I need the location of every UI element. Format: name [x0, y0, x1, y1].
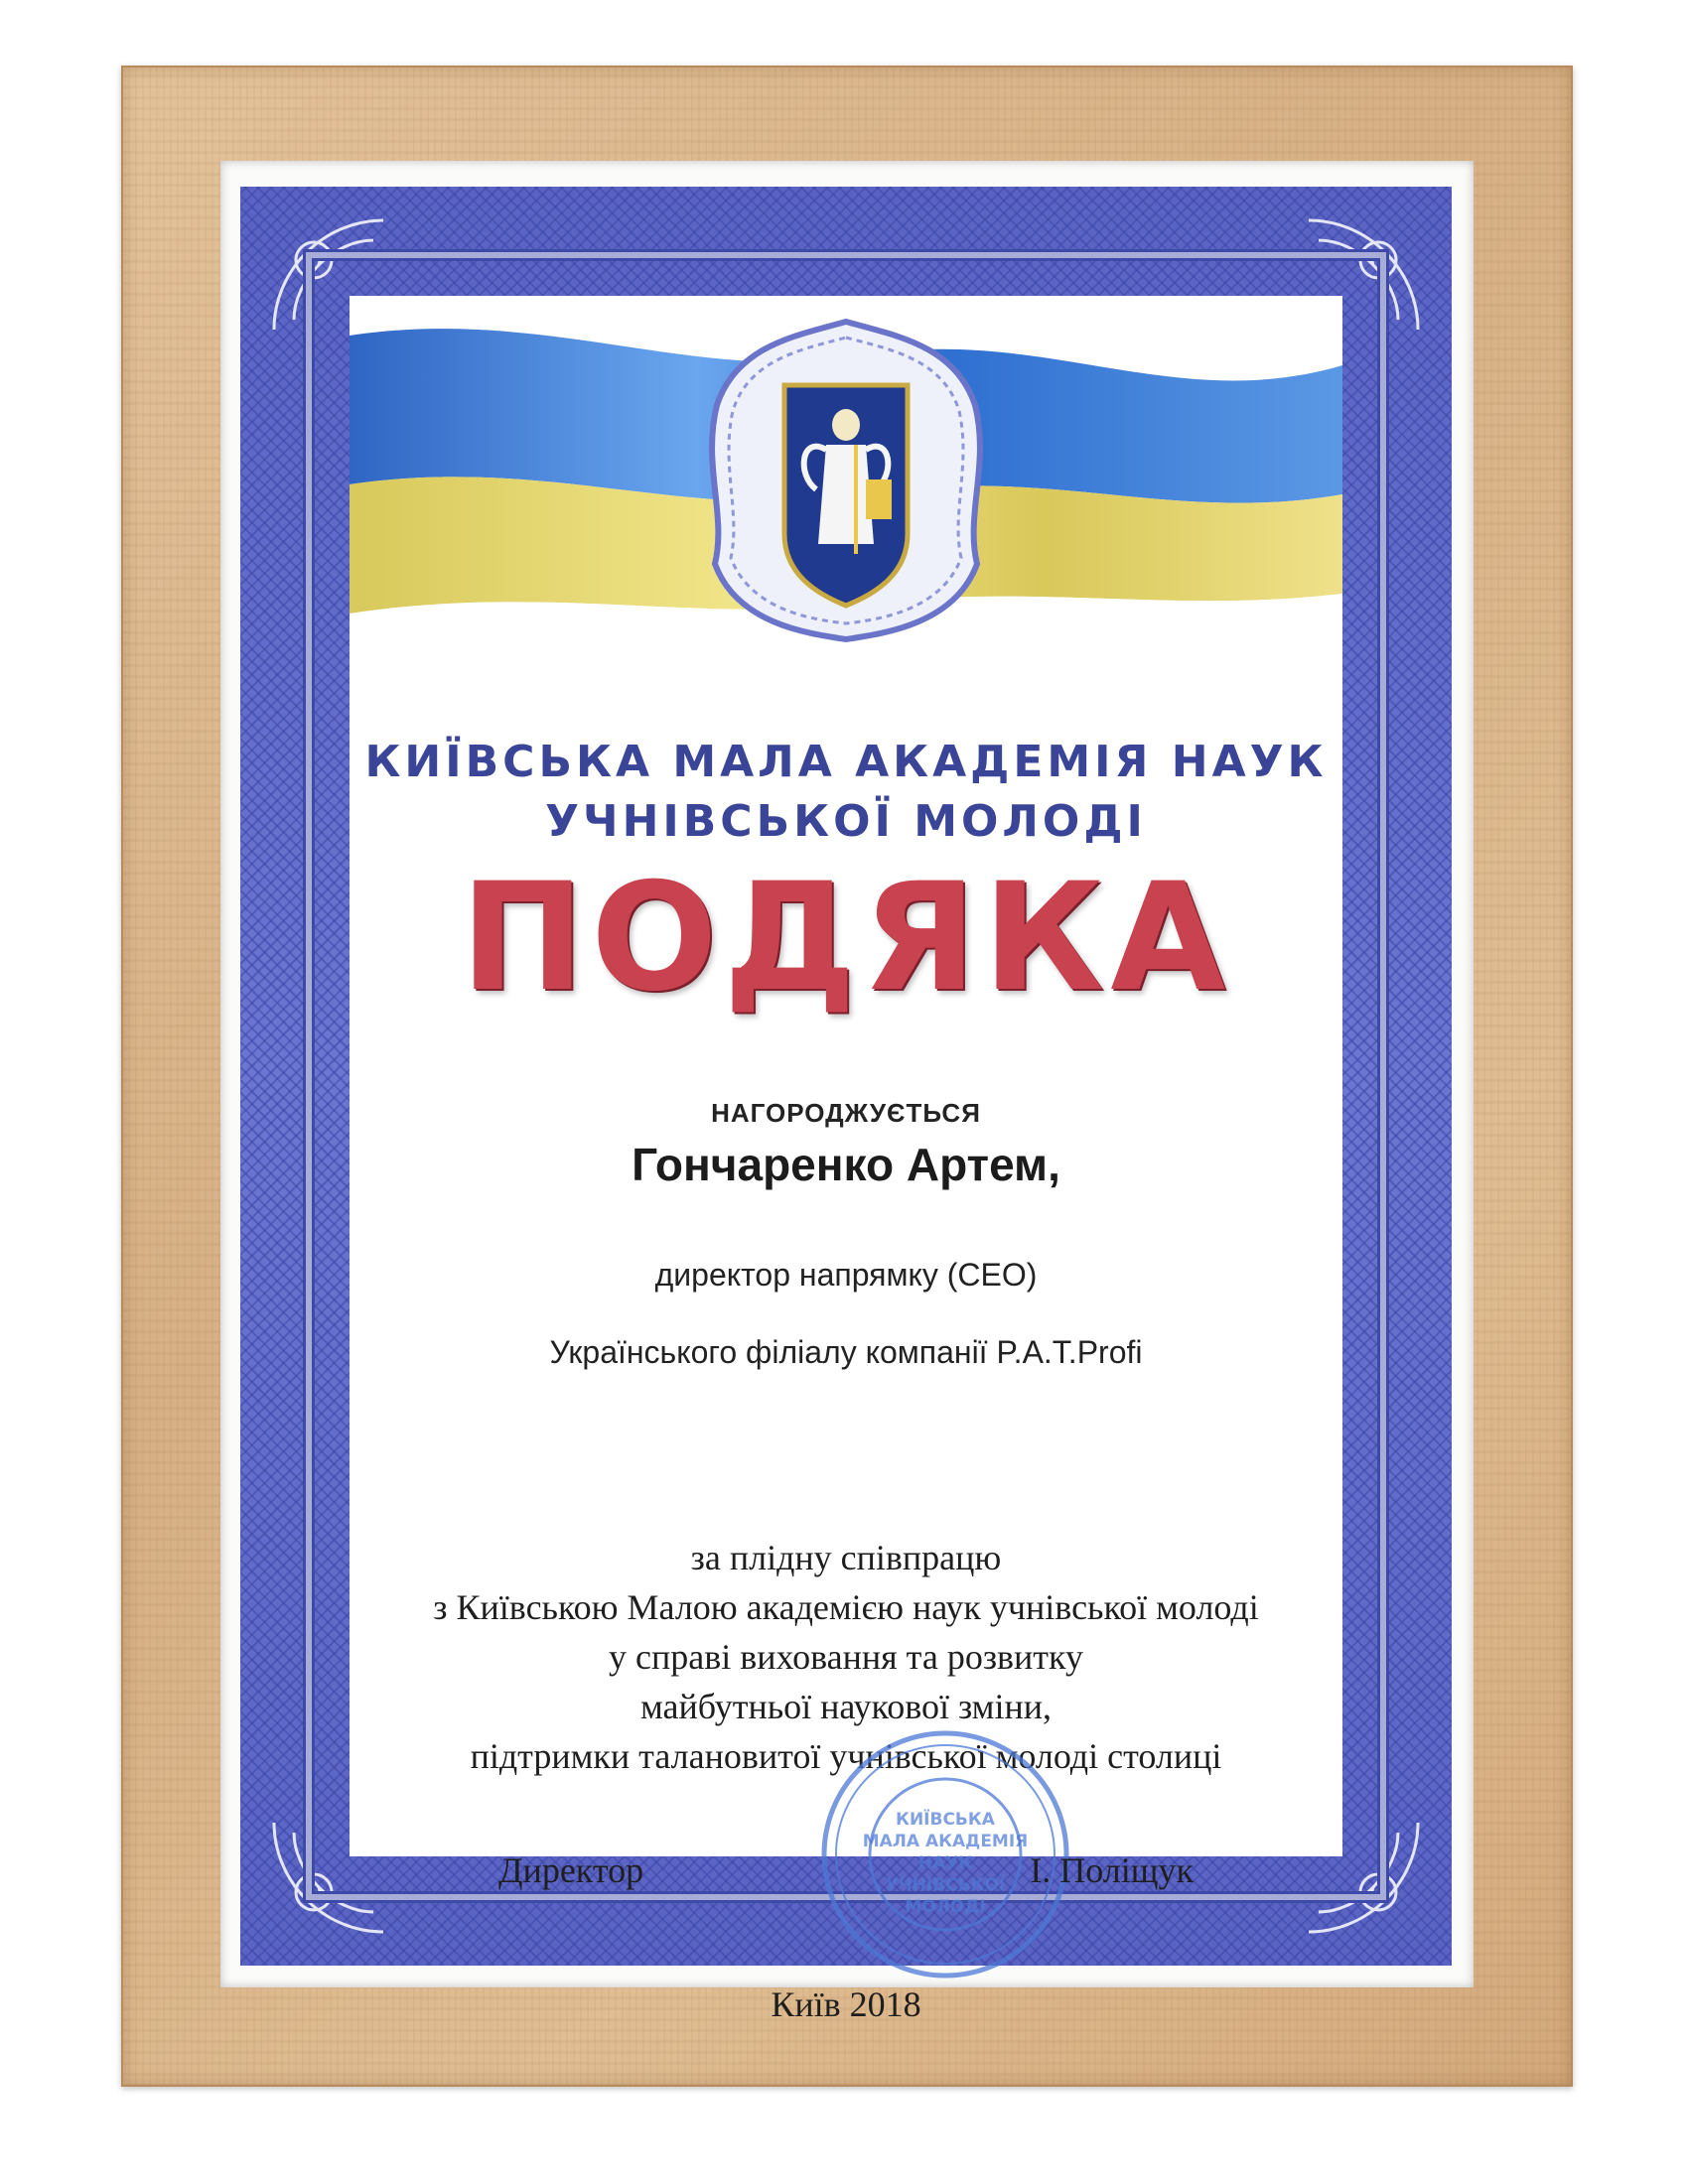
svg-text:УЧНІВСЬКОЇ: УЧНІВСЬКОЇ: [885, 1875, 1006, 1895]
svg-text:МАЛА АКАДЕМІЯ: МАЛА АКАДЕМІЯ: [862, 1832, 1029, 1851]
recipient-name: Гончаренко Артем,: [632, 1139, 1060, 1190]
recipient-position: директор напрямку (CEO): [654, 1257, 1038, 1293]
organization-line-1: КИЇВСЬКА МАЛА АКАДЕМІЯ НАУК: [364, 737, 1328, 787]
kyiv-coat-of-arms-icon: [707, 316, 985, 643]
reason-line: підтримки талановитої учнівської молоді столиці: [470, 1736, 1222, 1776]
svg-text:КИЇВСЬКА: КИЇВСЬКА: [896, 1810, 995, 1830]
signatory-title: Директор: [498, 1850, 644, 1890]
certificate-paper: [240, 187, 1452, 2024]
organization-line-2: УЧНІВСЬКОЇ МОЛОДІ: [545, 796, 1147, 847]
frame-mat: [220, 161, 1474, 2024]
reason-line: у справі виховання та розвитку: [608, 1637, 1084, 1677]
certificate-body: [350, 296, 1342, 2024]
certificate-title: ПОДЯКА: [460, 852, 1232, 1024]
recipient-company: Українського філіалу компанії P.A.T.Profi: [549, 1334, 1143, 1370]
awarded-label: НАГОРОДЖУЄТЬСЯ: [711, 1098, 981, 1128]
organization-name: [350, 733, 1342, 852]
svg-text:НАУК: НАУК: [917, 1853, 973, 1873]
svg-text:МОЛОДІ: МОЛОДІ: [905, 1897, 986, 1917]
reason-line: майбутньої наукової зміни,: [640, 1687, 1052, 1726]
reason-line: за плідну співпрацю: [690, 1538, 1002, 1577]
reason-line: з Київською Малою академією наук учнівської молоді: [433, 1587, 1259, 1627]
picture-frame: [121, 66, 1573, 2087]
place-and-year: Київ 2018: [771, 1984, 921, 2024]
signatory-name: І. Поліщук: [1030, 1850, 1194, 1890]
